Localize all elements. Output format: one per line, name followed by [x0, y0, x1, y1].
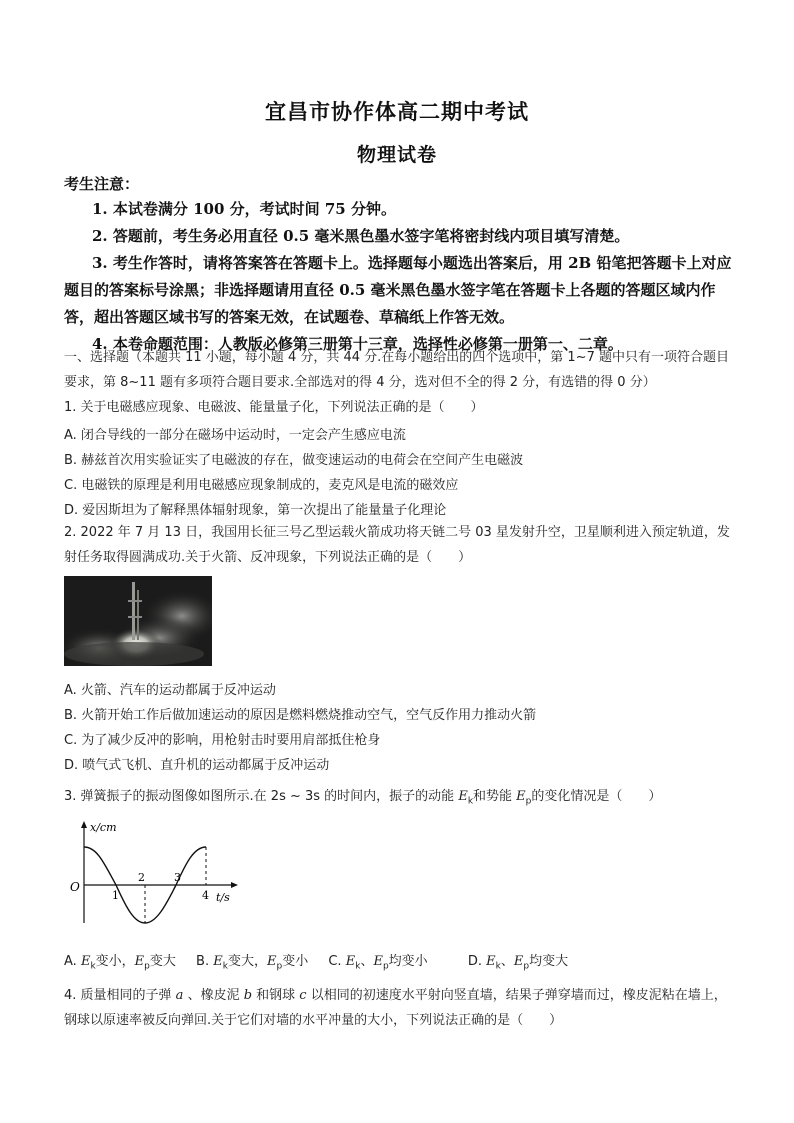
- notice-item: 3. 考生作答时，请将答案答在答题卡上。选择题每小题选出答案后，用 2B 铅笔把答题卡上对应题目的答案标号涂黑；非选择题请用直径 0.5 毫米黑色墨水签字笔在答题卡上各题的答题区域内作答，超出答题区域书写的答案无效，在试题卷、草稿纸上作答无效。: [64, 254, 732, 326]
- exam-title: 宜昌市协作体高二期中考试: [265, 99, 529, 124]
- question-3-stem-part-1: 3. 弹簧振子的振动图像如图所示.在 2s ~ 3s 的时间内，振子的动能: [64, 789, 459, 804]
- question-3-option-a: A. $E_k$变小，$E_p$变大: [64, 954, 176, 972]
- question-3-option-d: D. $E_k$、$E_p$均变大: [467, 954, 569, 972]
- exam-subtitle: 物理试卷: [356, 144, 437, 166]
- question-1-option-a: A. 闭合导线的一部分在磁场中运动时，一定会产生感应电流: [64, 428, 406, 443]
- question-2-option-a: A. 火箭、汽车的运动都属于反冲运动: [64, 683, 276, 698]
- question-1-option-d: D. 爱因斯坦为了解释黑体辐射现象，第一次提出了能量量子化理论: [64, 503, 447, 518]
- notice-item: 2. 答题前，考生务必用直径 0.5 毫米黑色墨水签字笔将密封线内项目填写清楚。: [92, 227, 630, 245]
- tick-label-4: 4: [202, 889, 209, 902]
- y-axis-arrow: [81, 821, 87, 828]
- x-axis-label: t/s: [216, 891, 230, 904]
- notice-list: [64, 196, 732, 358]
- tick-label-3: 3: [174, 871, 181, 884]
- question-3-option-c: C. $E_k$、$E_p$均变小: [328, 954, 428, 972]
- y-axis-label: x/cm: [90, 821, 117, 834]
- question-3-option-b: B. $E_k$变大，$E_p$变小: [196, 954, 309, 972]
- question-4-stem: 4. 质量相同的子弹 a 、橡皮泥 b 和钢球 c 以相同的初速度水平射向竖直墙，结果子弹穿墙而过，橡皮泥粘在墙上，钢球以原速率被反向弹回.关于它们对墙的水平冲量的大小，下列说法正确的是（ ）: [64, 988, 727, 1028]
- question-1-stem: 1. 关于电磁感应现象、电磁波、能量量子化，下列说法正确的是（ ）: [64, 400, 484, 415]
- kinetic-energy-symbol: E: [458, 789, 468, 804]
- origin-label: O: [70, 880, 80, 894]
- rocket-launch-image: [64, 576, 212, 666]
- section-one-instructions: 一、选择题（本题共 11 小题，每小题 4 分，共 44 分.在每小题给出的四个选项中，第 1~7 题中只有一项符合题目要求，第 8~11 题有多项符合题目要求.全部选对的得 4 分，选对但不全的得 2 分，有选错的得 0 分）: [64, 350, 729, 390]
- question-2-option-c: C. 为了减少反冲的影响，用枪射击时要用肩部抵住枪身: [64, 733, 381, 748]
- notice-item: 4. 本卷命题范围：人教版必修第三册第十三章，选择性必修第一册第一、二章。: [92, 335, 623, 353]
- question-3-stem-part-3: 的变化情况是（ ）: [531, 789, 662, 804]
- question-2-option-d: D. 喷气式飞机、直升机的运动都属于反冲运动: [64, 758, 330, 773]
- steel-ball-symbol: c: [299, 988, 307, 1003]
- question-2-option-b: B. 火箭开始工作后做加速运动的原因是燃料燃烧推动空气，空气反作用力推动火箭: [64, 708, 537, 723]
- notice-heading: 考生注意：: [64, 175, 140, 193]
- tick-label-2: 2: [138, 871, 145, 884]
- vibration-graph: [64, 815, 264, 935]
- potential-energy-symbol: E: [516, 789, 526, 804]
- putty-symbol: b: [243, 988, 253, 1003]
- question-1-option-b: B. 赫兹首次用实验证实了电磁波的存在，做变速运动的电荷会在空间产生电磁波: [64, 453, 524, 468]
- rocket-launch-photo: [64, 576, 212, 666]
- bullet-symbol: a: [175, 988, 184, 1003]
- question-3-stem-part-2: 和势能: [473, 789, 517, 804]
- question-3-stem: [64, 785, 661, 807]
- x-axis-arrow: [231, 882, 238, 888]
- potential-energy-subscript: p: [525, 796, 532, 807]
- tick-label-1: 1: [112, 889, 119, 902]
- kinetic-energy-subscript: k: [467, 796, 474, 807]
- question-3-options: [64, 950, 584, 972]
- question-2-stem: 2. 2022 年 7 月 13 日，我国用长征三号乙型运载火箭成功将天链二号 03 星发射升空，卫星顺利进入预定轨道，发射任务取得圆满成功.关于火箭、反冲现象，下列说法正确的是（ ）: [64, 525, 730, 565]
- question-1-option-c: C. 电磁铁的原理是利用电磁感应现象制成的，麦克风是电流的磁效应: [64, 478, 459, 493]
- notice-item: 1. 本试卷满分 100 分，考试时间 75 分钟。: [92, 200, 396, 218]
